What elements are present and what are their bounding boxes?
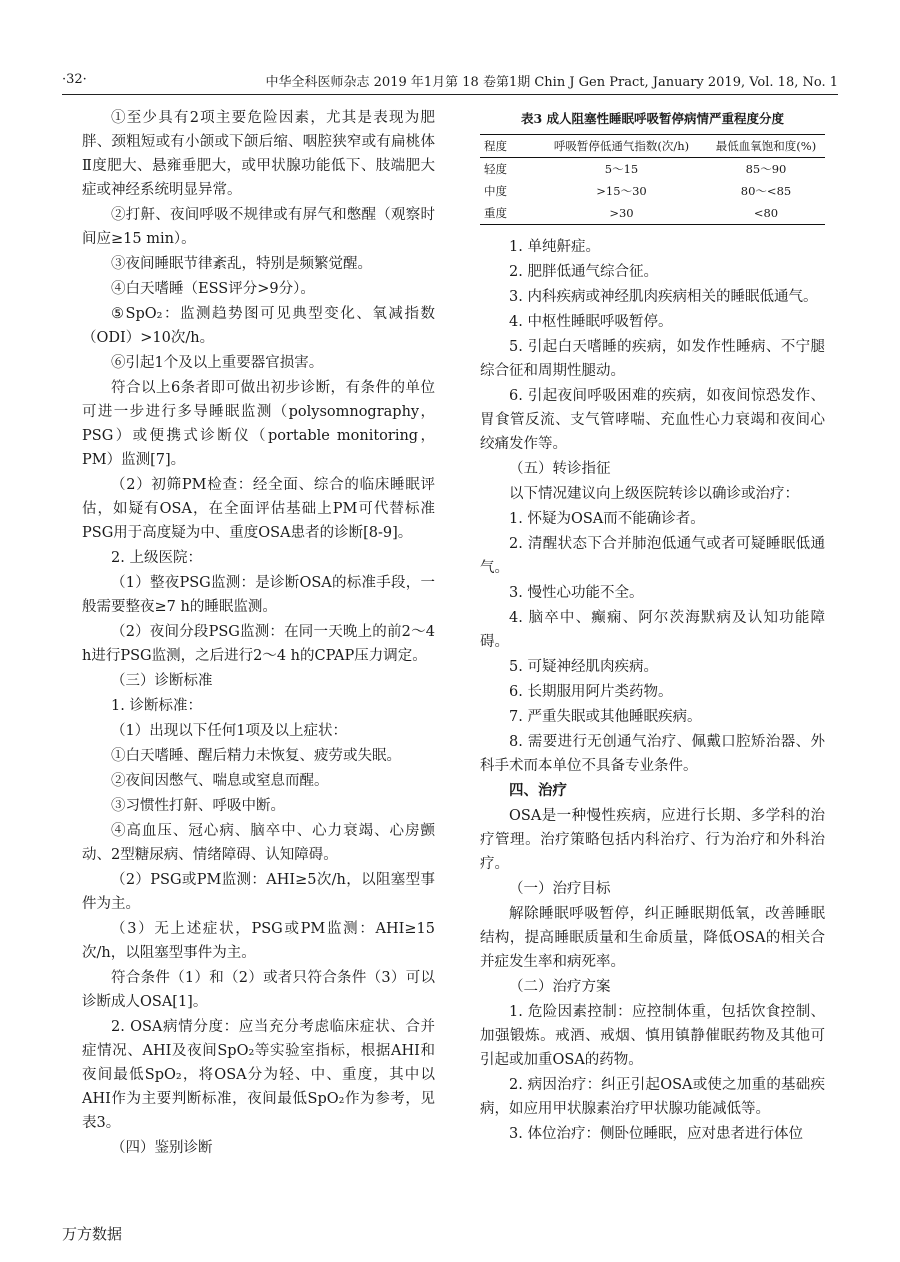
table-cell: >30 — [609, 206, 634, 220]
paragraph: 符合以上6条者即可做出初步诊断，有条件的单位可进一步进行多导睡眠监测（polysomnography，PSG）或便携式诊断仪（portable monitoring，PM）监测[7]。 — [82, 380, 435, 468]
paragraph: 1. 怀疑为OSA而不能确诊者。 — [509, 511, 705, 527]
paragraph: （1）整夜PSG监测：是诊断OSA的标准手段，一般需要整夜≥7 h的睡眠监测。 — [82, 575, 435, 615]
table-cell: 80～<85 — [740, 184, 792, 198]
running-header — [62, 68, 838, 95]
paragraph: 解除睡眠呼吸暂停，纠正睡眠期低氧，改善睡眠结构，提高睡眠质量和生命质量，降低OSA的相关合并症发生率和病死率。 — [480, 906, 825, 970]
section-heading: （五）转诊指征 — [509, 461, 611, 477]
paragraph: 1. 危险因素控制：应控制体重，包括饮食控制、加强锻炼。戒酒、戒烟、慎用镇静催眠药物及其他可引起或加重OSA的药物。 — [480, 1004, 825, 1068]
paragraph: （2）初筛PM检查：经全面、综合的临床睡眠评估，如疑有OSA，在全面评估基础上PM可代替标准PSG用于高度疑为中、重度OSA患者的诊断[8-9]。 — [82, 477, 435, 541]
paragraph: 2. 肥胖低通气综合征。 — [509, 264, 658, 280]
paragraph: 2. 病因治疗：纠正引起OSA或使之加重的基础疾病，如应用甲状腺素治疗甲状腺功能减低等。 — [480, 1077, 825, 1117]
paragraph: ⑤SpO₂：监测趋势图可见典型变化、氧减指数（ODI）>10次/h。 — [82, 306, 435, 346]
table-row — [480, 202, 825, 225]
table-cell: 5～15 — [604, 162, 639, 176]
right-column — [480, 110, 825, 1147]
section-heading: （四）鉴别诊断 — [111, 1140, 213, 1156]
paragraph: （1）出现以下任何1项及以上症状： — [111, 723, 347, 739]
paragraph: 1. 单纯鼾症。 — [509, 239, 600, 255]
paragraph: 3. 慢性心功能不全。 — [509, 585, 644, 601]
table-cell: >15～30 — [596, 184, 647, 198]
section-heading: （二）治疗方案 — [509, 979, 611, 995]
table-cell: 85～90 — [745, 162, 787, 176]
paragraph: 1. 诊断标准： — [111, 698, 202, 714]
paragraph: 6. 引起夜间呼吸困难的疾病，如夜间惊恐发作、胃食管反流、支气管哮喘、充血性心力衰竭和夜间心绞痛发作等。 — [480, 388, 825, 452]
table-cell: 轻度 — [484, 162, 507, 176]
paragraph: 2. 上级医院： — [111, 550, 202, 566]
paragraph: 5. 可疑神经肌肉疾病。 — [509, 659, 658, 675]
paragraph: 5. 引起白天嗜睡的疾病，如发作性睡病、不宁腿综合征和周期性腿动。 — [480, 339, 825, 379]
paragraph: ③夜间睡眠节律紊乱，特别是频繁觉醒。 — [111, 256, 372, 272]
paragraph: （3）无上述症状，PSG或PM监测：AHI≥15次/h，以阻塞型事件为主。 — [82, 921, 435, 961]
paragraph: 4. 中枢性睡眠呼吸暂停。 — [509, 314, 673, 330]
paragraph: 3. 体位治疗：侧卧位睡眠，应对患者进行体位 — [509, 1126, 803, 1142]
paragraph: 6. 长期服用阿片类药物。 — [509, 684, 673, 700]
paragraph: ①至少具有2项主要危险因素，尤其是表现为肥胖、颈粗短或有小颌或下颌后缩、咽腔狭窄或有扁桃体Ⅱ度肥大、悬雍垂肥大，或甲状腺功能低下、肢端肥大症或神经系统明显异常。 — [82, 110, 435, 198]
paragraph: 符合条件（1）和（2）或者只符合条件（3）可以诊断成人OSA[1]。 — [82, 970, 435, 1010]
paragraph: 3. 内科疾病或神经肌肉疾病相关的睡眠低通气。 — [509, 289, 818, 305]
paragraph: OSA是一种慢性疾病，应进行长期、多学科的治疗管理。治疗策略包括内科治疗、行为治疗和外科治疗。 — [480, 808, 825, 872]
table-header-row — [480, 135, 825, 158]
footer-watermark: 万方数据 — [62, 1225, 123, 1243]
paragraph: （2）夜间分段PSG监测：在同一天晚上的前2～4 h进行PSG监测，之后进行2～4 h的CPAP压力调定。 — [82, 624, 435, 664]
paragraph: 2. OSA病情分度：应当充分考虑临床症状、合并症情况、AHI及夜间SpO₂等实验室指标，根据AHI和夜间最低SpO₂，将OSA分为轻、中、重度，其中以AHI作为主要判断标准，夜间最低SpO₂作为参考，见表3。 — [82, 1019, 435, 1131]
table-row — [480, 158, 825, 181]
table-header-cell: 程度 — [484, 139, 507, 153]
paragraph: 7. 严重失眠或其他睡眠疾病。 — [509, 709, 702, 725]
table-title: 表3 成人阻塞性睡眠呼吸暂停病情严重程度分度 — [520, 111, 785, 126]
table-header-cell: 呼吸暂停低通气指数(次/h) — [553, 139, 690, 153]
section-heading: （三）诊断标准 — [111, 673, 213, 689]
table-header-cell: 最低血氧饱和度(%) — [715, 139, 817, 153]
table-cell: <80 — [753, 206, 779, 220]
paragraph: ④高血压、冠心病、脑卒中、心力衰竭、心房颤动、2型糖尿病、情绪障碍、认知障碍。 — [82, 823, 435, 863]
paragraph: （2）PSG或PM监测：AHI≥5次/h，以阻塞型事件为主。 — [82, 872, 435, 912]
section-heading: （一）治疗目标 — [509, 881, 611, 897]
table-cell: 重度 — [484, 206, 507, 220]
left-column — [82, 106, 435, 1161]
severity-table — [480, 134, 825, 225]
journal-citation: 中华全科医师杂志 2019 年1月第 18 卷第1期 Chin J Gen Pract, January 2019, Vol. 18, No. 1 — [265, 75, 838, 90]
paragraph: 以下情况建议向上级医院转诊以确诊或治疗： — [509, 486, 799, 502]
paragraph: ②夜间因憋气、喘息或窒息而醒。 — [111, 773, 329, 789]
table-cell: 中度 — [484, 184, 507, 198]
paragraph: 2. 清醒状态下合并肺泡低通气或者可疑睡眠低通气。 — [480, 536, 825, 576]
paragraph: ⑥引起1个及以上重要器官损害。 — [111, 355, 324, 371]
major-heading: 四、治疗 — [509, 782, 567, 799]
paragraph: ④白天嗜睡（ESS评分>9分）。 — [111, 281, 315, 297]
paragraph: ①白天嗜睡、醒后精力未恢复、疲劳或失眠。 — [111, 748, 401, 764]
paragraph: ③习惯性打鼾、呼吸中断。 — [111, 798, 285, 814]
table-row — [480, 180, 825, 202]
paragraph: ②打鼾、夜间呼吸不规律或有屏气和憋醒（观察时间应≥15 min）。 — [82, 207, 435, 247]
page-number: ·32· — [62, 72, 87, 87]
paragraph: 8. 需要进行无创通气治疗、佩戴口腔矫治器、外科手术而本单位不具备专业条件。 — [480, 734, 825, 774]
paragraph: 4. 脑卒中、癫痫、阿尔茨海默病及认知功能障碍。 — [480, 610, 825, 650]
